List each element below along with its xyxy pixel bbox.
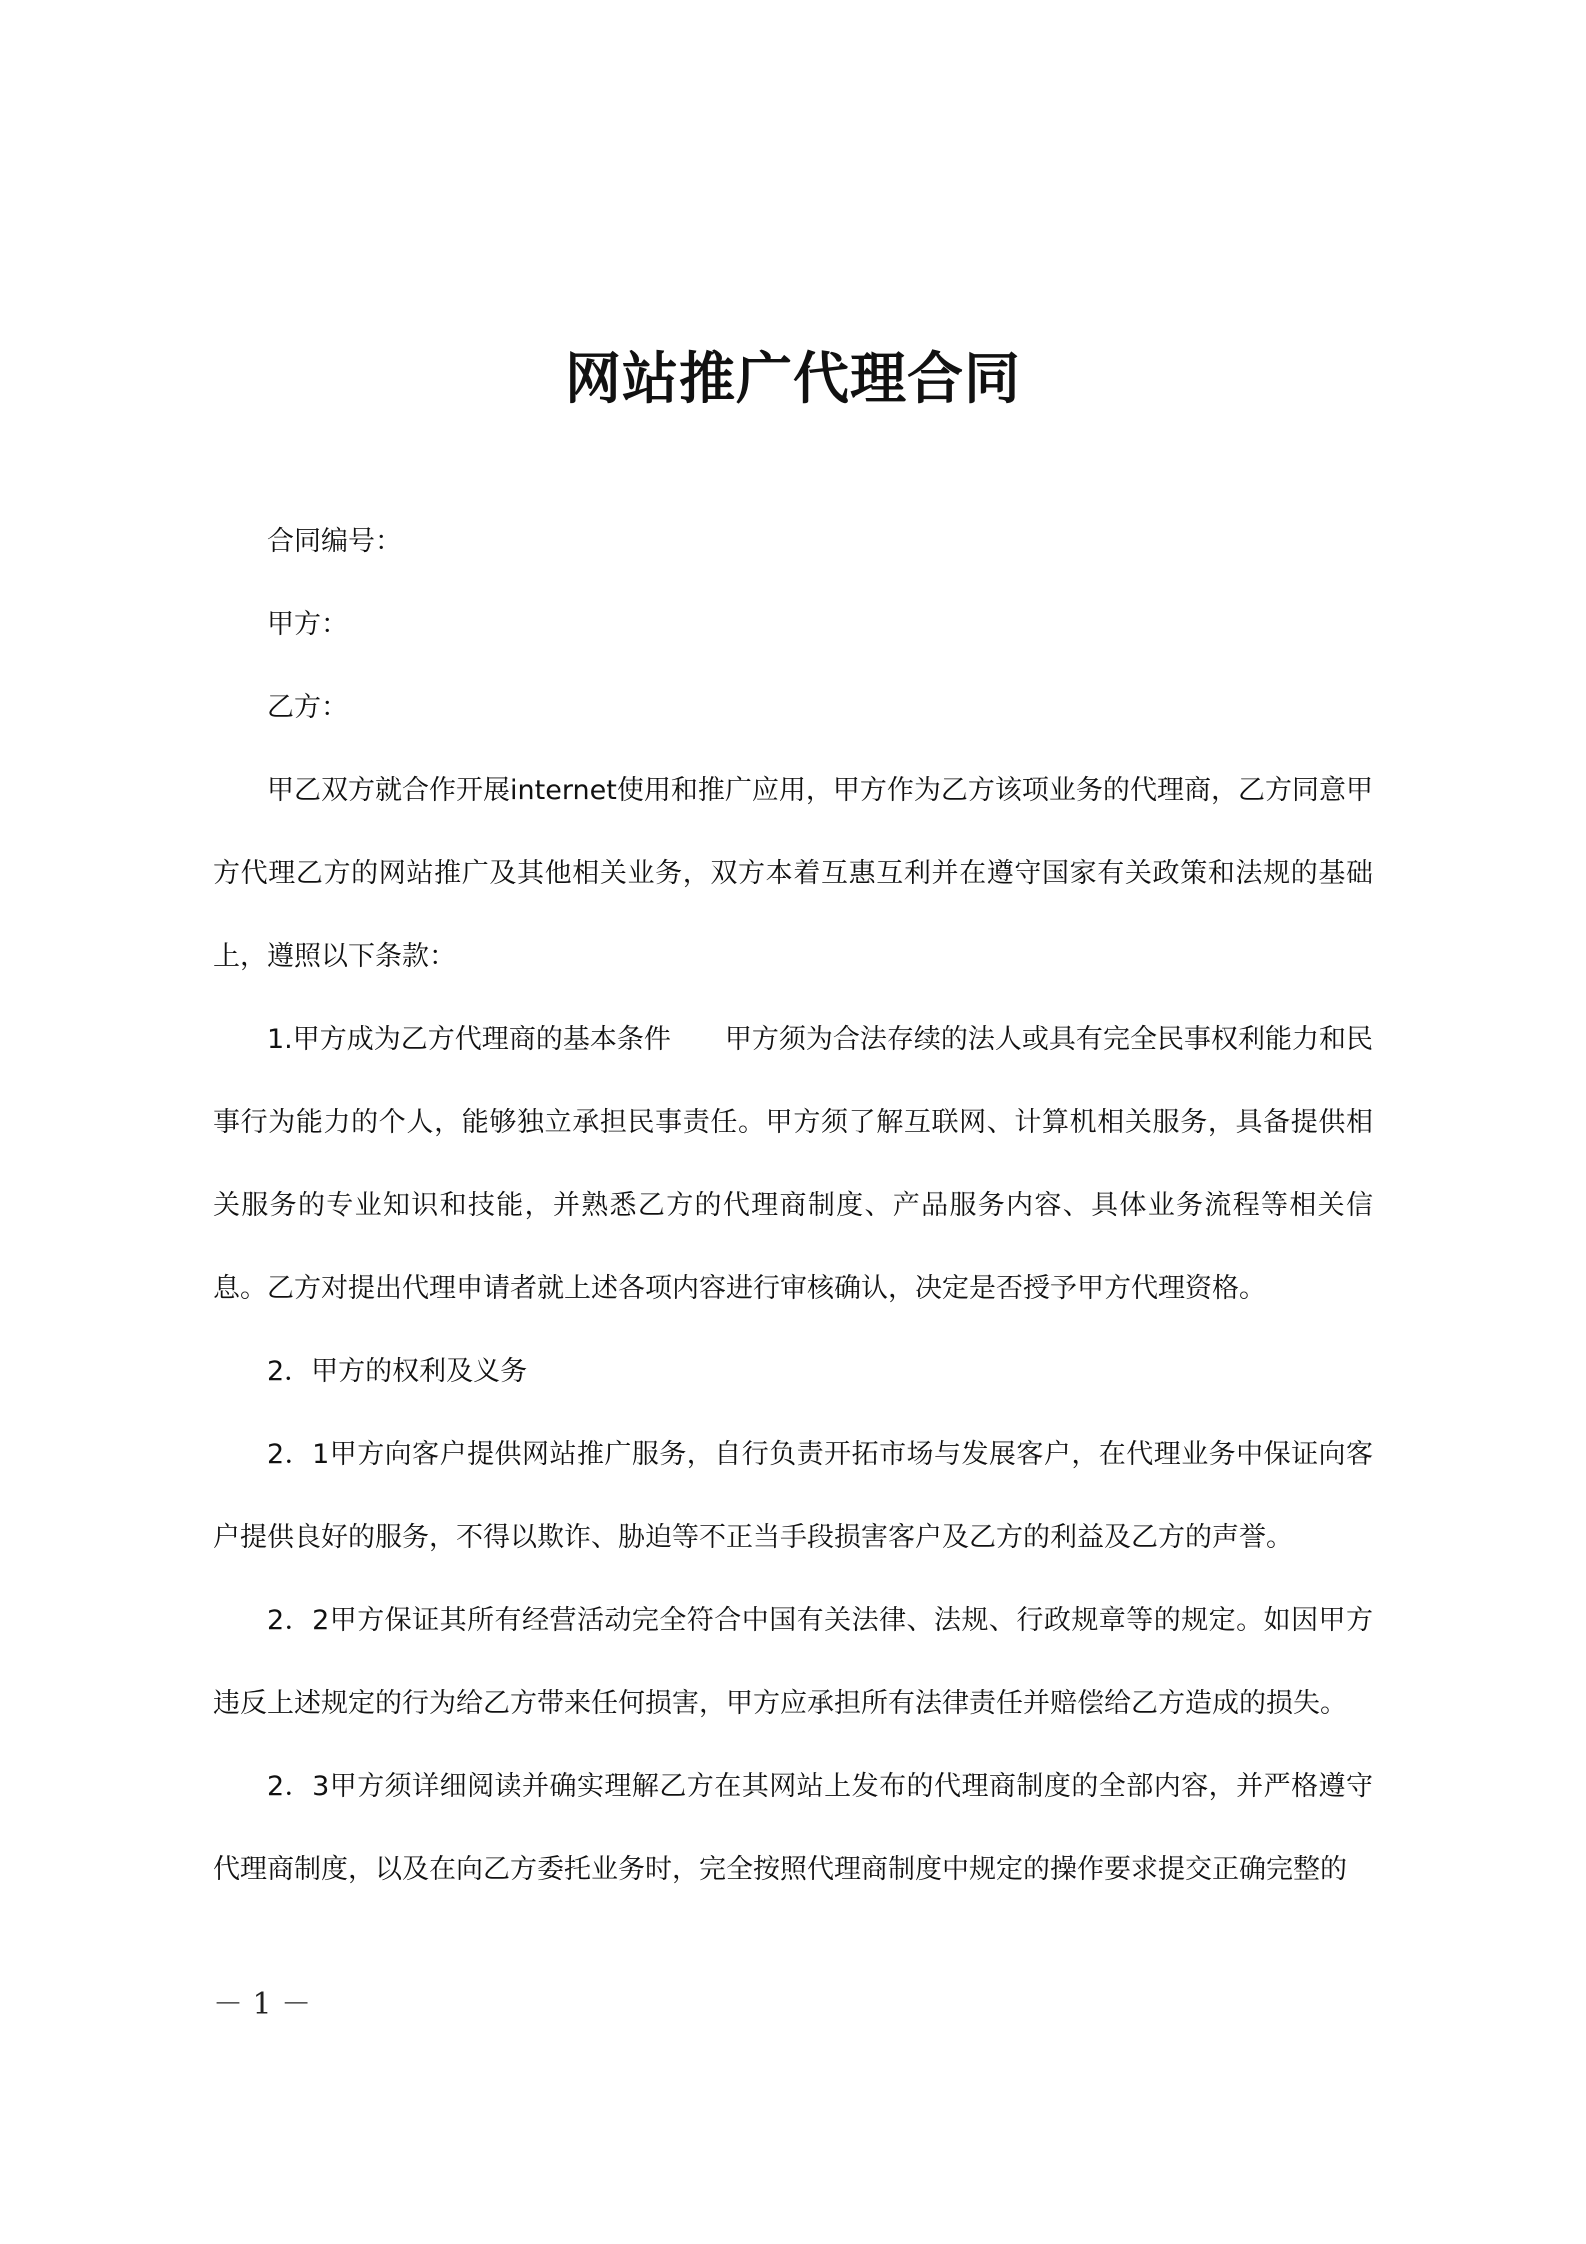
clause-1-paragraph: 1.甲方成为乙方代理商的基本条件 甲方须为合法存续的法人或具有完全民事权利能力和民事行为能力的个人，能够独立承担民事责任。甲方须了解互联网、计算机相关服务，具备提供相关服务的专业知识和技能，并熟悉乙方的代理商制度、产品服务内容、具体业务流程等相关信息。乙方对提出代理申请者就上述各项内容进行审核确认，决定是否授予甲方代理资格。 [213, 1024, 1373, 1304]
clause-2-2-paragraph: 2．2甲方保证其所有经营活动完全符合中国有关法律、法规、行政规章等的规定。如因甲方违反上述规定的行为给乙方带来任何损害，甲方应承担所有法律责任并赔偿给乙方造成的损失。 [213, 1605, 1373, 1719]
clause-2-heading: 2．甲方的权利及义务 [267, 1356, 528, 1387]
party-b-line: 乙方： [267, 692, 348, 723]
preamble-paragraph: 甲乙双方就合作开展internet使用和推广应用，甲方作为乙方该项业务的代理商，乙方同意甲方代理乙方的网站推广及其他相关业务，双方本着互惠互利并在遵守国家有关政策和法规的基础上，遵照以下条款： [213, 775, 1373, 972]
party-a-line: 甲方： [267, 609, 348, 640]
document-title: 网站推广代理合同 [565, 347, 1021, 412]
document-body [213, 500, 1373, 1911]
clause-2-3-paragraph: 2．3甲方须详细阅读并确实理解乙方在其网站上发布的代理商制度的全部内容，并严格遵守代理商制度，以及在向乙方委托业务时，完全按照代理商制度中规定的操作要求提交正确完整的 [213, 1771, 1373, 1885]
contract-number-line: 合同编号： [267, 526, 402, 557]
page-number: － 1 － [213, 1987, 312, 2022]
clause-2-1-paragraph: 2．1甲方向客户提供网站推广服务，自行负责开拓市场与发展客户，在代理业务中保证向客户提供良好的服务，不得以欺诈、胁迫等不正当手段损害客户及乙方的利益及乙方的声誉。 [213, 1439, 1373, 1553]
